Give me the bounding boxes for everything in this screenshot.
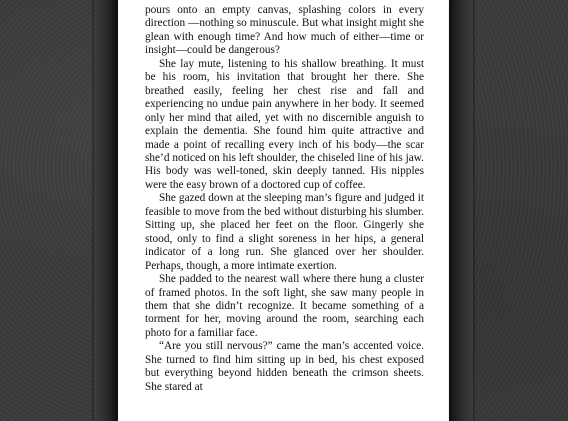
paragraph: “Are you still nervous?” came the man’s accented voice. She turned to find him sitting up in bed, his chest exposed but everything beyond hidden beneath the crimson sheets. She stared at: [145, 340, 424, 393]
paragraph: She gazed down at the sleeping man’s figure and judged it feasible to move from the bed without disturbing his slumber. Sitting up, she placed her feet on the floor. Gingerly she stood, only to find a slight soreness in her hips, a general indicator of a long run. She glanced over her shoulder. Perhaps, though, a more intimate exertion.: [145, 192, 424, 272]
device-bezel-left: [94, 0, 118, 421]
paragraph: She lay mute, listening to his shallow breathing. It must be his room, his invitation that brought her there. She breathed easily, feeling her chest rise and fall and experiencing no undue pain anywhere in her body. It seemed only her mind that ailed, yet with no discernible anguish to explain the dementia. She found him quite attractive and made a point of recalling every inch of his body—the scar she’d noticed on his left shoulder, the chiseled line of his jaw. His body was well-toned, skin deeply tanned. His nipples were the easy brown of a doctored cup of coffee.: [145, 57, 424, 191]
page-text: [145, 4, 424, 394]
book-page[interactable]: [118, 0, 449, 421]
paragraph: She padded to the nearest wall where there hung a cluster of framed photos. In the soft light, she saw many people in them that she didn’t recognize. It became something of a torment for her, moving around the room, searching each photo for a familiar face.: [145, 273, 424, 339]
device-bezel-right: [449, 0, 473, 421]
paragraph: pours onto an empty canvas, splashing colors in every direction —nothing so minuscule. But what insight might she glean with enough time? And how much of either—time or insight—could be dangerous?: [145, 4, 424, 57]
